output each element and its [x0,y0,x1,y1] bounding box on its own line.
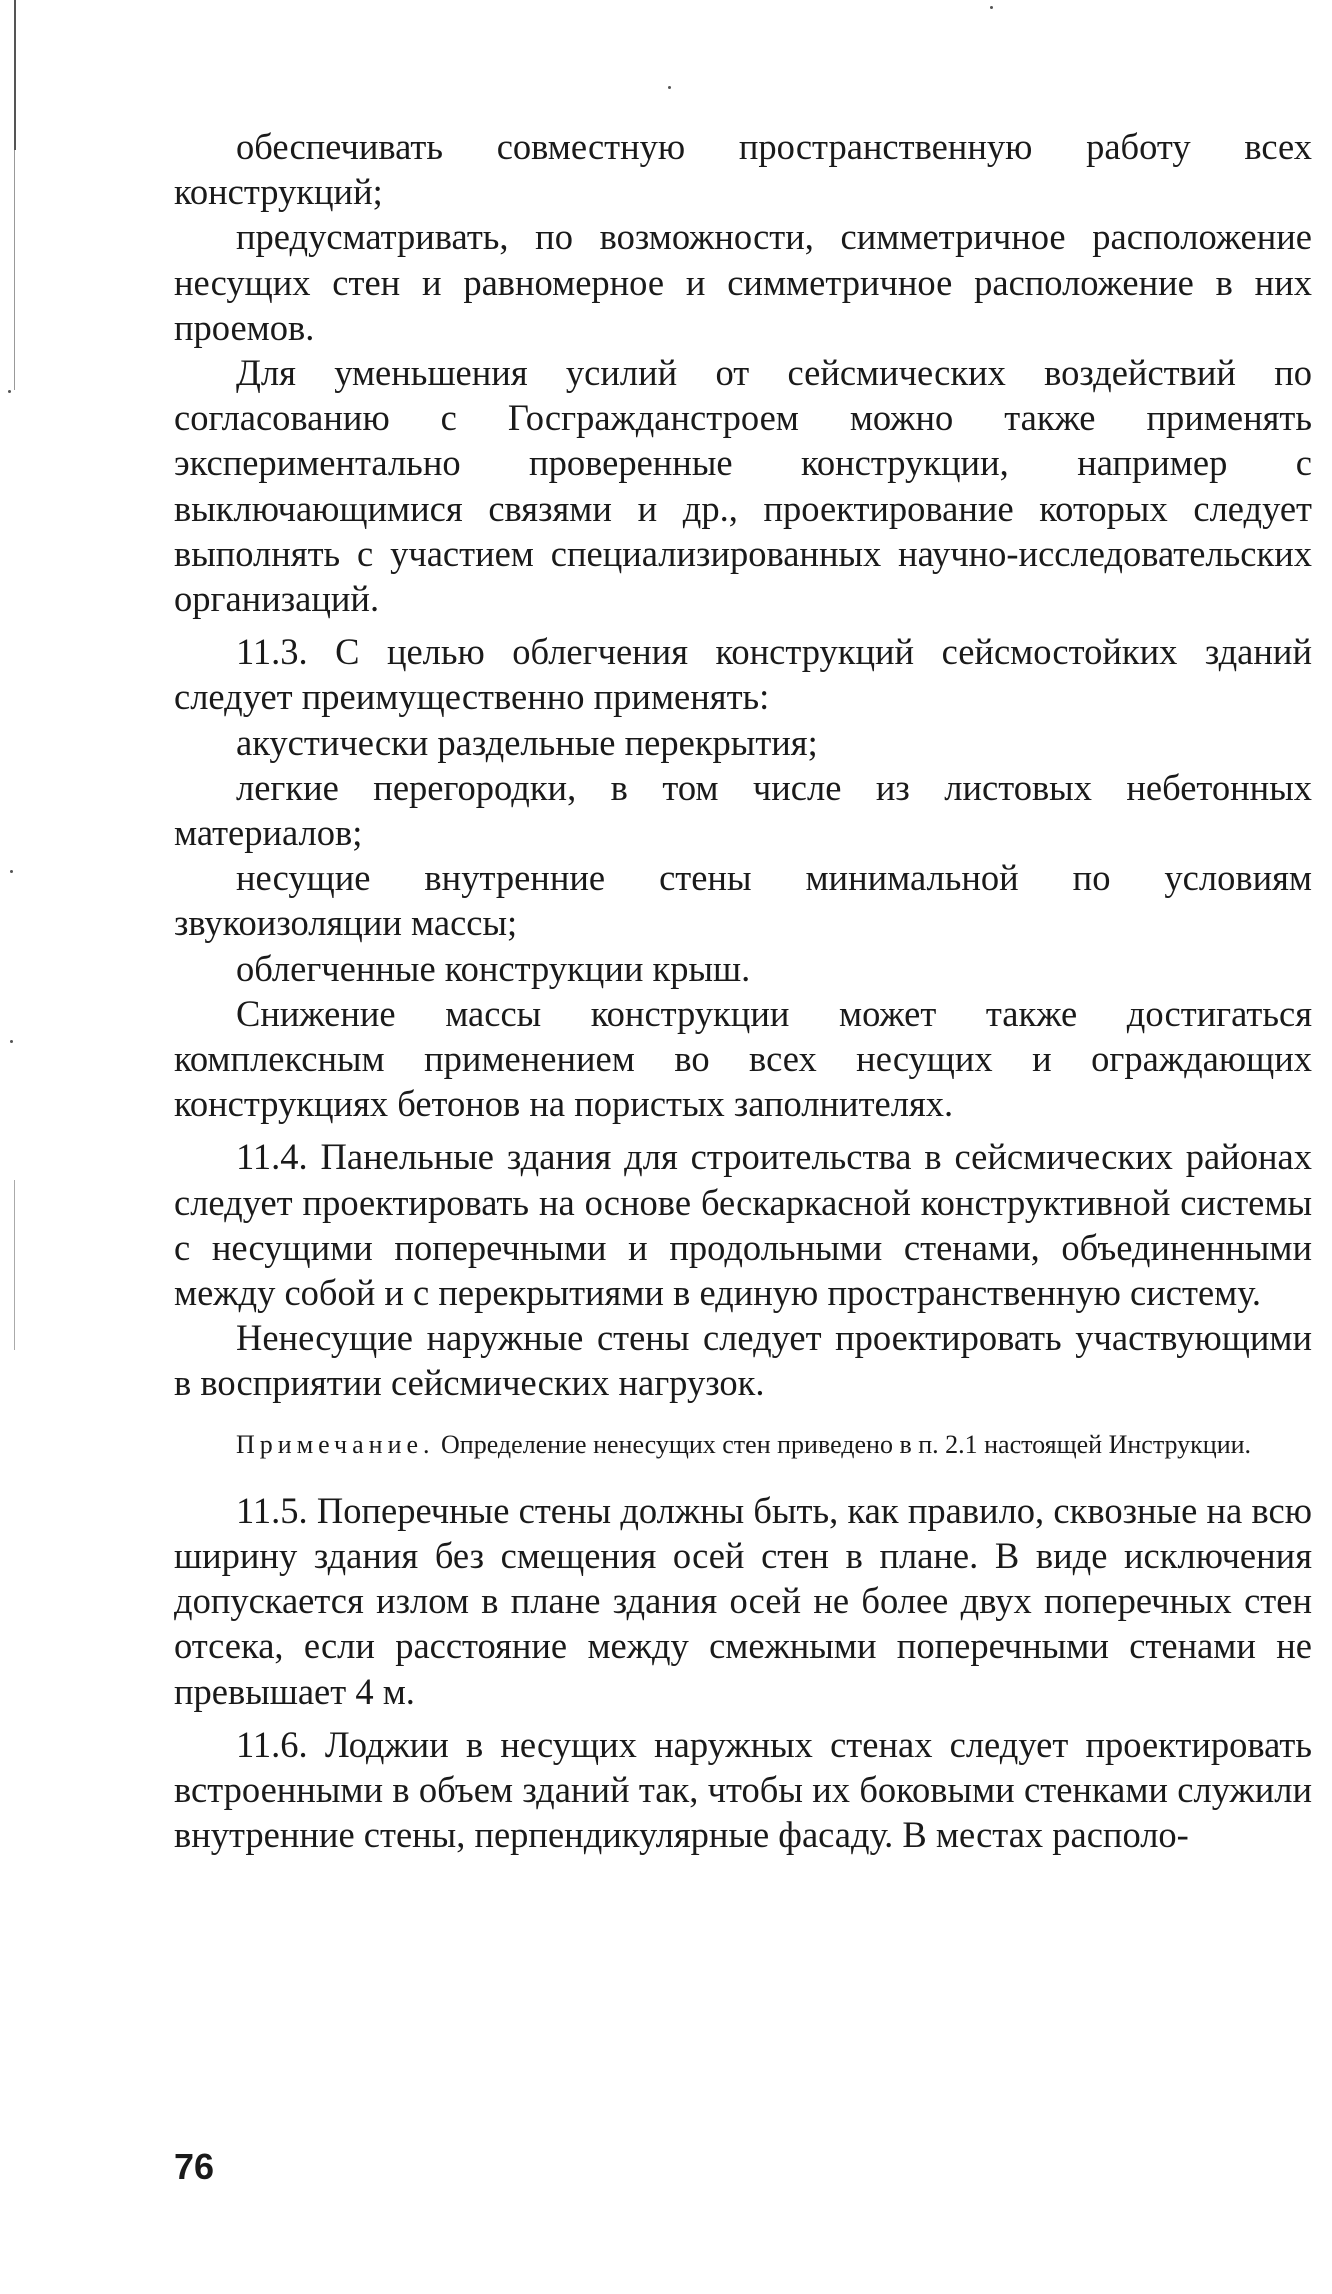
section-11-6: 11.6. Лоджии в несущих наружных стенах следует проектировать встроенными в объем зданий так, чтобы их боковыми стенками служили внутренние стены, перпендикулярные фасаду. В местах располо- [174,1723,1312,1856]
scan-speck [10,870,13,873]
scan-speck [990,6,993,9]
paragraph: предусматривать, по возможности, симметричное расположение несущих стен и равномерное и симметричное расположение в них проемов. [174,216,1312,348]
scan-speck [8,390,11,393]
note-label: Примечание. [236,1429,435,1459]
list-item: акустически раздельные перекрытия; [236,721,818,763]
scan-edge-line [14,0,16,150]
paragraph: обеспечивать совместную пространственную работу всех конструкций; [174,126,1312,213]
note-text: Определение ненесущих стен приведено в п. 2.1 настоящей Инструкции. [441,1429,1252,1459]
section-11-3: 11.3. С целью облегчения конструкций сейсмостойких зданий следует преимущественно применять: [174,631,1312,718]
list-item: облегченные конструкции крыш. [236,947,751,989]
paragraph: Снижение массы конструкции может также достигаться комплексным применением во всех несущих и ограждающих конструкциях бетонов на пористых заполнителях. [174,992,1312,1125]
paragraph: Ненесущие наружные стены следует проектировать участвующими в восприятии сейсмических нагрузок. [174,1317,1312,1404]
page-number: 76 [174,2146,215,2187]
body-text [174,124,1312,1857]
section-11-4: 11.4. Панельные здания для строительства в сейсмических районах следует проектировать на основе бескаркасной конструктивной системы с несущими поперечными и продольными стенами, объединенными между собой и с перекрытиями в единую пространственную систему. [174,1136,1312,1314]
list-item: легкие перегородки, в том числе из листовых небетонных материалов; [174,766,1312,854]
scan-speck [10,1040,13,1043]
scan-speck [668,86,671,89]
scan-edge-line [14,150,15,390]
note [174,1428,1312,1462]
scan-edge-line [14,1180,15,1350]
section-11-5: 11.5. Поперечные стены должны быть, как правило, сквозные на всю ширину здания без смещения осей стен в плане. В виде исключения допускается излом в плане здания осей не более двух поперечных стен отсека, если расстояние между смежными поперечными стенами не превышает 4 м. [174,1489,1312,1712]
paragraph: Для уменьшения усилий от сейсмических воздействий по согласованию с Госгражданстроем можно также применять экспериментально проверенные конструкции, например с выключающимися связями и др., проектирование которых следует выполнять с участием специализированных научно-исследовательских организаций. [174,352,1312,620]
list-item: несущие внутренние стены минимальной по условиям звукоизоляции массы; [174,857,1312,944]
